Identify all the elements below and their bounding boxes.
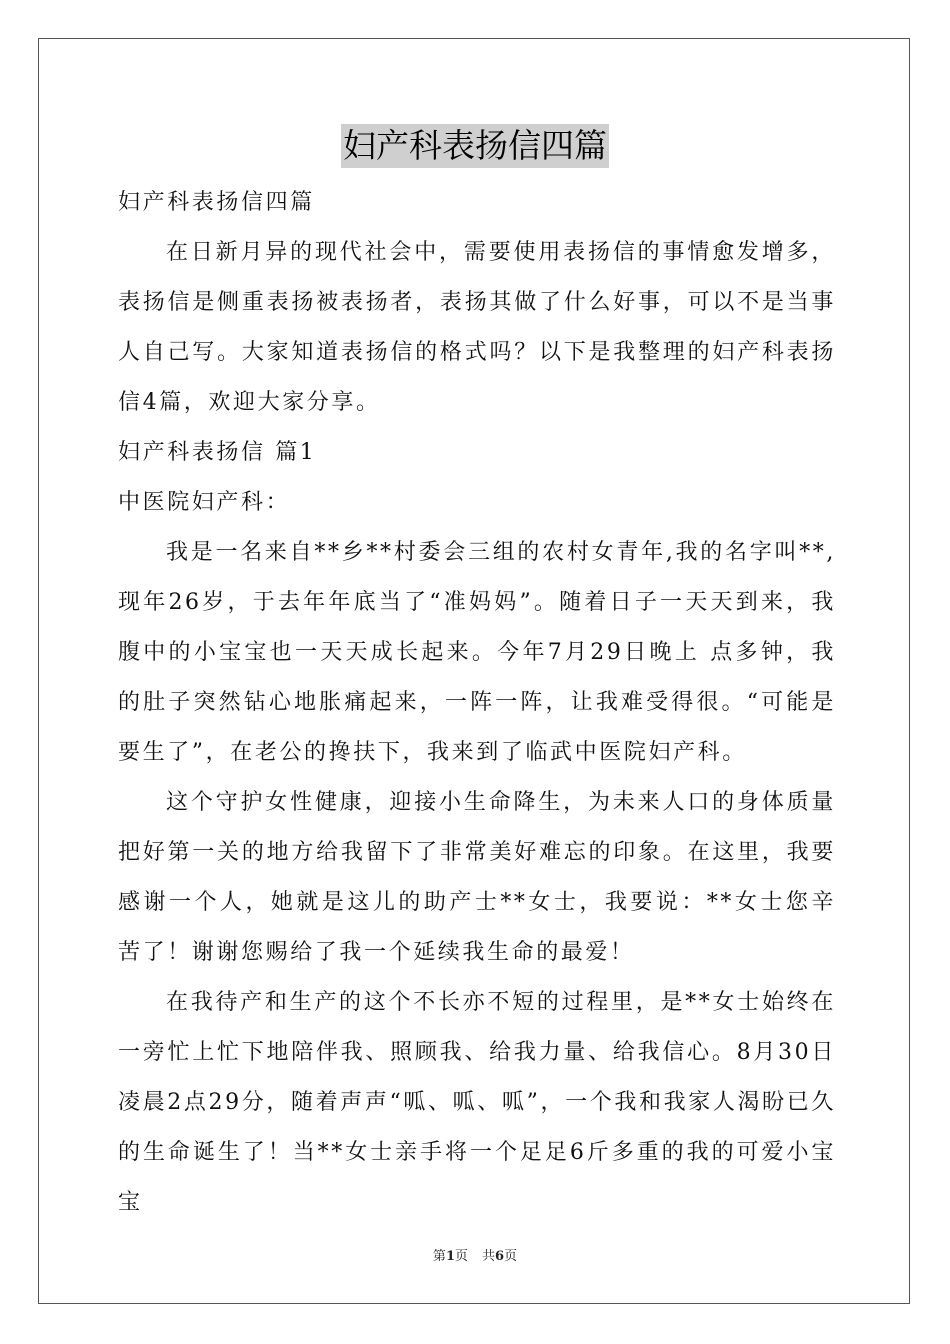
page-footer bbox=[0, 1245, 950, 1264]
paragraph-body-3: 在我待产和生产的这个不长亦不短的过程里，是**女士始终在一旁忙上忙下地陪伴我、照顾我、给我力量、给我信心。8月30日凌晨2点29分，随着声声“呱、呱、呱”，一个我和我家人渴盼已久的生命诞生了！当**女士亲手将一个足足6斤多重的我的可爱小宝宝 bbox=[118, 990, 836, 1215]
page-prefix: 第 bbox=[432, 1249, 446, 1264]
paragraph-body-1: 我是一名来自**乡**村委会三组的农村女青年,我的名字叫**,现年26岁，于去年年底当了“准妈妈”。随着日子一天天到来，我腹中的小宝宝也一天天成长起来。今年7月29日晚上 点多钟，我的肚子突然钻心地胀痛起来，一阵一阵，让我难受得很。“可能是要生了”，在老公的搀扶下，我来到了临武中医院妇产科。 bbox=[118, 540, 836, 765]
page-current: 1 bbox=[445, 1249, 455, 1264]
page-total: 6 bbox=[495, 1249, 505, 1264]
letter-salutation: 中医院妇产科： bbox=[118, 490, 291, 515]
paragraph-body-2: 这个守护女性健康，迎接小生命降生，为未来人口的身体质量把好第一关的地方给我留下了非常美好难忘的印象。在这里，我要感谢一个人，她就是这儿的助产士**女士，我要说：**女士您辛苦了！谢谢您赐给了我一个延续我生命的最爱！ bbox=[118, 790, 836, 965]
document-body bbox=[118, 178, 836, 1228]
title-wrap bbox=[0, 124, 950, 168]
paragraph-subtitle: 妇产科表扬信四篇 bbox=[118, 190, 315, 215]
document-title: 妇产科表扬信四篇 bbox=[341, 124, 609, 168]
page-unit: 页 bbox=[454, 1249, 468, 1264]
total-prefix: 共 bbox=[482, 1249, 496, 1264]
paragraph-intro: 在日新月异的现代社会中，需要使用表扬信的事情愈发增多，表扬信是侧重表扬被表扬者，表扬其做了什么好事，可以不是当事人自己写。大家知道表扬信的格式吗？以下是我整理的妇产科表扬信4篇，欢迎大家分享。 bbox=[118, 240, 836, 415]
total-unit: 页 bbox=[504, 1249, 518, 1264]
section-heading: 妇产科表扬信 篇1 bbox=[118, 440, 317, 465]
